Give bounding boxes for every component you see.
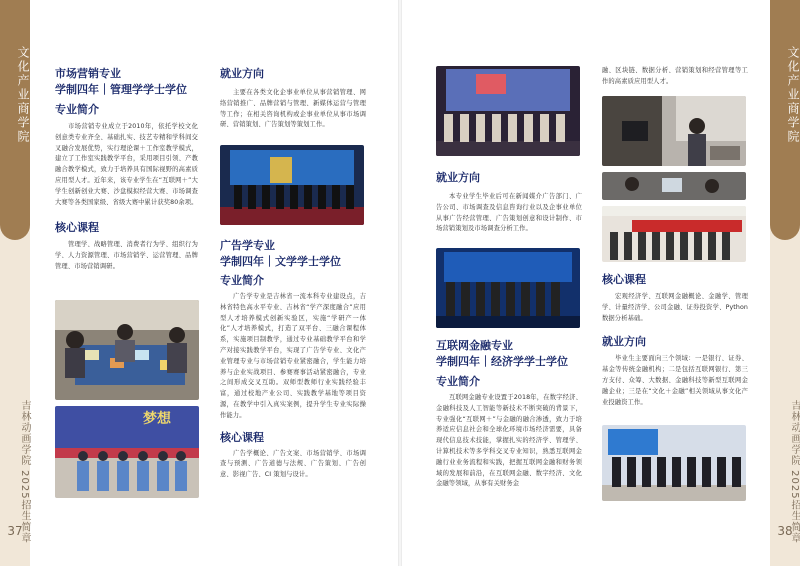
marketing-major-degree: 学制四年｜管理学学士学位 bbox=[55, 83, 187, 96]
right-section-tab bbox=[770, 0, 800, 240]
classroom-lab-photo bbox=[602, 172, 746, 200]
fintech-intro-text: 互联网金融专业设置于2018年，在数字经济、金融科技及人工智能等新技术不断突破的背景下，专业强化“互联网＋”与金融的融合渗透，致力于培养适应信息社会和全球化环境市场经济需要，具备现代信息技术技能，掌握扎实的经济学、管理学、计算机技术等多学科交叉专业知识，熟悉互联网金融行业业务流程和实践，把握互联网金融和财务领域的发展和前沿，在互联网金融、数字经济、文化金融等领域，从事有关财务金 bbox=[436, 394, 582, 488]
award-ceremony-photo bbox=[220, 145, 364, 225]
left-side-bar bbox=[0, 0, 30, 566]
marketing-major-title: 市场营销专业 bbox=[55, 67, 121, 80]
advertising-major-degree: 学制四年｜文学学士学位 bbox=[220, 255, 341, 268]
left-column-2-lower bbox=[220, 238, 366, 481]
left-page-number: 37 bbox=[7, 524, 23, 538]
fintech-career-text: 毕业生主要面向三个领域：一是银行、证券、基金等传统金融机构；二是包括互联网银行、第三方支付、众筹、大数据、金融科技等新型互联网金融企业；三是在“文化＋金融”相关领域从事文化产业投融资工作。 bbox=[602, 355, 748, 406]
finance-award-photo bbox=[436, 248, 580, 328]
advertising-career-text: 本专业学生毕业后可在新闻媒介广告部门、广告公司、市场调查及信息咨询行业以及企事业单位从事广告经营管理、广告策划创意和设计制作、市场营销策划及市场调查分析工作。 bbox=[436, 193, 582, 233]
right-column-1-lower bbox=[436, 338, 582, 490]
right-column-1 bbox=[436, 170, 582, 235]
group-banner-photo bbox=[602, 206, 746, 262]
right-column-2 bbox=[602, 66, 748, 88]
advertising-core-heading: 核心课程 bbox=[220, 430, 264, 444]
advertising-major-title: 广告学专业 bbox=[220, 239, 275, 252]
fintech-major-title: 互联网金融专业 bbox=[436, 339, 513, 352]
page-gutter bbox=[398, 0, 402, 566]
stage-group-photo bbox=[436, 66, 580, 156]
fintech-career-heading: 就业方向 bbox=[602, 335, 646, 349]
advertising-intro-heading: 专业简介 bbox=[220, 274, 264, 287]
marketing-career-heading: 就业方向 bbox=[220, 67, 264, 80]
left-column-2 bbox=[220, 66, 366, 131]
right-side-bar bbox=[770, 0, 800, 566]
left-section-title: 文化产业商学院 bbox=[16, 46, 30, 144]
fintech-intro-heading: 专业简介 bbox=[436, 375, 480, 388]
marketing-intro-heading: 专业简介 bbox=[55, 103, 99, 116]
marketing-core-heading: 核心课程 bbox=[55, 221, 99, 235]
right-page-number: 38 bbox=[777, 524, 793, 538]
left-side-caption: 吉林动画学院 2025招生简章 bbox=[19, 400, 30, 544]
seminar-group-photo bbox=[602, 425, 746, 501]
competition-team-photo bbox=[55, 406, 199, 498]
left-section-tab bbox=[0, 0, 30, 240]
marketing-core-text: 管理学、战略管理、消费者行为学、组织行为学、人力资源管理、市场营销学、运营管理、品牌管理、市场营销调研。 bbox=[55, 241, 198, 270]
lab-photo bbox=[602, 96, 746, 166]
fintech-intro-continued: 融、区块链、数据分析、营销策划和经营管理等工作的高素质应用型人才。 bbox=[602, 67, 748, 85]
right-side-caption: 吉林动画学院 2025招生简章 bbox=[789, 400, 800, 544]
classroom-photo bbox=[55, 300, 199, 400]
fintech-major-degree: 学制四年｜经济学学士学位 bbox=[436, 355, 568, 368]
right-column-2-lower bbox=[602, 272, 748, 408]
advertising-intro-text: 广告学专业是吉林省一流本科专业建设点，吉林省特色高水平专业、吉林省“学产深度融合”应用型人才培养模式创新实验区，实施“学研产一体化”人才培养模式，打造了双平台、三融合课程体系，实施项目制教学，通过专业基础教学平台和学产对接实践教学平台，实现了广告学专业、文化产业管理专业与市场营销专业紧密融合，学生能力培养与企业实战项目、参赛赛事活动紧密融合，专业之间形成交叉互助。双师型教师行业实践经验丰富，通过校地产业公司、实践教学基地等项目资源，在教学中引入真实案例，提升学生专业实际操作能力。 bbox=[220, 293, 366, 419]
banner-text: 梦想 bbox=[143, 411, 171, 427]
right-section-title: 文化产业商学院 bbox=[786, 46, 800, 144]
advertising-career-heading: 就业方向 bbox=[436, 171, 480, 184]
advertising-core-text: 广告学概论、广告文案、市场营销学、市场调查与预测、广告道德与法规、广告策划、广告创意、影视广告、CI 策划与设计。 bbox=[220, 449, 366, 479]
fintech-core-heading: 核心课程 bbox=[602, 273, 646, 286]
marketing-career-text: 主要在各类文化企事业单位从事营销管理、网络营销推广、品牌营销与管理、新媒体运营与管理等工作；在相关咨询机构或企事业单位从事市场调研、营销策划、广告策划等策划工作。 bbox=[220, 89, 366, 129]
left-column-1 bbox=[55, 66, 198, 273]
fintech-core-text: 宏观经济学、互联网金融概论、金融学、管理学、计量经济学、公司金融、证券投资学、Python数据分析基础。 bbox=[602, 293, 748, 322]
marketing-intro-text: 市场营销专业成立于2010年，依托学校文化创意类专业齐全、基础扎实、技艺专精和学科间交叉融合发展优势，实行理论课＋工作室教学模式，建立了工作室实践教学平台，采用项目引领、产教融合教学模式，致力于培养具有国际视野的高素质应用型人才。近年来，该专业学生在“互联网＋”大学生创新创业大赛、沙盘模拟经营大赛、市场调查大赛等各类国家级、省级大赛中累计获奖80余项。 bbox=[55, 123, 198, 206]
